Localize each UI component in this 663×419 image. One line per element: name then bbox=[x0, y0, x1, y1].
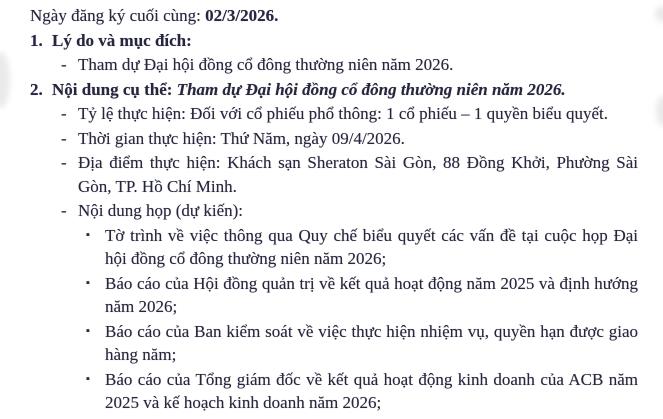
section-2-heading bbox=[30, 78, 638, 102]
section-1-number: 1. bbox=[30, 30, 43, 50]
square-bullet: ▪ bbox=[86, 324, 90, 337]
agenda-item bbox=[30, 224, 638, 271]
square-bullet: ▪ bbox=[86, 228, 90, 241]
agenda-item-text: Báo cáo của Tổng giám đốc về kết quả hoạt động kinh doanh của ACB năm 2025 và kế hoạch kinh doanh năm 2026; bbox=[105, 369, 638, 412]
agenda-item bbox=[30, 272, 638, 319]
section-2-number: 2. bbox=[30, 79, 43, 99]
section-1-item-text: Tham dự Đại hội đồng cổ đông thường niên năm 2026. bbox=[78, 55, 454, 74]
scan-artifact bbox=[656, 96, 663, 126]
execution-ratio-text: Tỷ lệ thực hiện: Đối với cổ phiếu phổ thông: 1 cổ phiếu – 1 quyền biểu quyết. bbox=[78, 104, 608, 123]
execution-time-text: Thời gian thực hiện: Thứ Năm, ngày 09/4/2026. bbox=[78, 128, 405, 148]
agenda-item bbox=[30, 320, 638, 367]
dash-bullet: - bbox=[61, 201, 67, 220]
execution-ratio-item bbox=[30, 102, 638, 126]
dash-bullet: - bbox=[61, 104, 67, 123]
agenda-item-text: Báo cáo của Hội đồng quản trị về kết quả hoạt động năm 2025 và định hướng năm 2026; bbox=[105, 273, 638, 316]
execution-location-text: Địa điểm thực hiện: Khách sạn Sheraton Sài Gòn, 88 Đồng Khởi, Phường Sài Gòn, TP. Hồ Chí Minh. bbox=[78, 153, 638, 196]
dash-bullet: - bbox=[61, 55, 67, 74]
agenda-item-text: Tờ trình về việc thông qua Quy chế biểu quyết các vấn đề tại cuộc họp Đại hội đồng cổ đông thường niên năm 2026; bbox=[105, 225, 638, 268]
section-2-separator: : bbox=[166, 79, 177, 99]
registration-date-value: 02/3/2026. bbox=[205, 6, 279, 25]
square-bullet: ▪ bbox=[86, 372, 90, 385]
section-1-item bbox=[30, 53, 638, 77]
section-1-title: Lý do và mục đích: bbox=[52, 30, 192, 50]
agenda-item-text: Báo cáo của Ban kiểm soát về việc thực hiện nhiệm vụ, quyền hạn được giao hàng năm; bbox=[105, 321, 638, 364]
execution-time-item bbox=[30, 127, 638, 151]
section-1-heading bbox=[30, 29, 638, 53]
section-2-title-detail: Tham dự Đại hội đồng cổ đông thường niên năm 2026. bbox=[176, 79, 566, 99]
scan-artifact bbox=[655, 6, 663, 22]
agenda-item bbox=[30, 368, 638, 415]
execution-location-item bbox=[30, 151, 638, 198]
square-bullet: ▪ bbox=[86, 276, 90, 289]
dash-bullet: - bbox=[61, 128, 67, 148]
scan-artifact bbox=[0, 52, 10, 108]
registration-date-line bbox=[30, 4, 638, 28]
meeting-content-text: Nội dung họp (dự kiến): bbox=[78, 201, 244, 220]
registration-date-label: Ngày đăng ký cuối cùng: bbox=[30, 6, 206, 25]
meeting-content-item bbox=[30, 199, 638, 223]
section-2-title: Nội dung cụ thể bbox=[52, 79, 167, 99]
dash-bullet: - bbox=[61, 153, 67, 172]
